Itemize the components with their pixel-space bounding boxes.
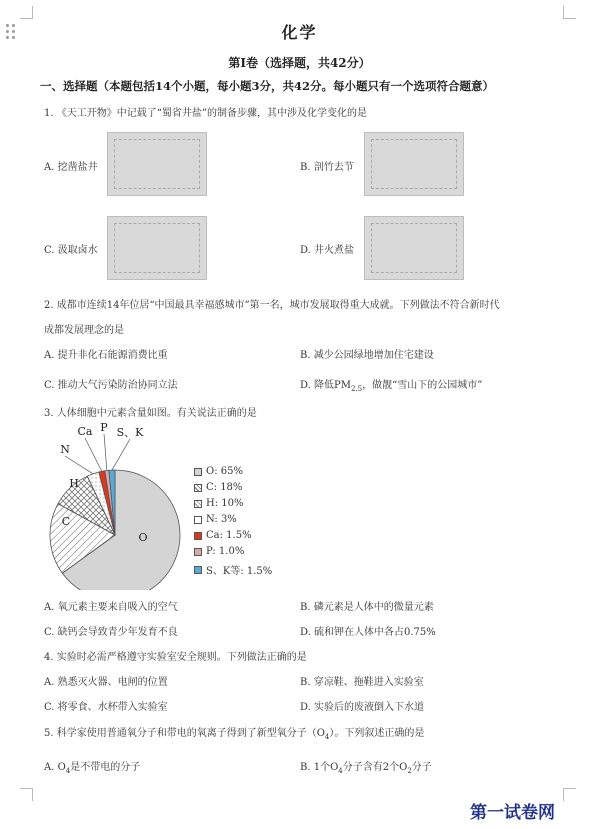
q5-option-a: A. $O_4$是不带电的分子 xyxy=(44,762,141,775)
legend-swatch xyxy=(194,468,202,476)
legend-item-p: P: 1.0% xyxy=(194,546,244,557)
q1-option-c: C. 汲取卤水 xyxy=(44,245,98,256)
question-1-stem: 1. 《天工开物》中记载了“蜀省井盐”的制备步骤，其中涉及化学变化的是 xyxy=(44,108,367,119)
pie-label: N xyxy=(60,443,70,456)
q1-option-b-image xyxy=(364,132,464,196)
q1-option-c-image xyxy=(107,216,207,280)
crop-mark-bottom-left xyxy=(20,788,33,801)
pie-leader-line xyxy=(85,438,102,471)
pie-label: P xyxy=(100,421,108,434)
element-pie-chart xyxy=(30,420,200,590)
q4-option-d: D. 实验后的废液倒入下水道 xyxy=(300,702,425,713)
q2-option-b: B. 减少公园绿地增加住宅建设 xyxy=(300,350,434,361)
q1-option-a-image xyxy=(107,132,207,196)
legend-item-c: C: 18% xyxy=(194,482,242,493)
q4-option-b: B. 穿凉鞋、拖鞋进入实验室 xyxy=(300,677,424,688)
page-title: 化学 xyxy=(281,23,318,42)
pie-label: C xyxy=(61,515,71,528)
site-watermark: 第一试卷网 xyxy=(470,803,555,823)
legend-swatch xyxy=(194,516,202,524)
q1-option-d: D. 井火煮盐 xyxy=(300,245,355,256)
legend-item-ca: Ca: 1.5% xyxy=(194,530,252,541)
legend-item-o: O: 65% xyxy=(194,466,243,477)
crop-mark-top-right xyxy=(563,6,576,19)
q4-option-a: A. 熟悉灭火器、电闸的位置 xyxy=(44,677,168,688)
q4-option-c: C. 将零食、水杯带入实验室 xyxy=(44,702,168,713)
q1-option-b: B. 剖竹去节 xyxy=(300,162,354,173)
q5-option-b: B. 1个$O_4$分子含有2个$O_2$分子 xyxy=(300,762,432,775)
q3-option-b: B. 磷元素是人体中的微量元素 xyxy=(300,602,434,613)
legend-item-s-k: S、K等: 1.5% xyxy=(194,562,272,577)
legend-item-h: H: 10% xyxy=(194,498,244,509)
q3-option-d: D. 硫和钾在人体中各占0.75% xyxy=(300,627,436,638)
pie-label: S、K xyxy=(116,426,144,439)
pie-leader-line xyxy=(104,434,107,471)
question-4-stem: 4. 实验时必需严格遵守实验室安全规则。下列做法正确的是 xyxy=(44,652,307,663)
q3-option-c: C. 缺钙会导致青少年发育不良 xyxy=(44,627,178,638)
legend-swatch xyxy=(194,566,202,574)
legend-swatch xyxy=(194,484,202,492)
q3-option-a: A. 氧元素主要来自吸入的空气 xyxy=(44,602,178,613)
pie-label: O xyxy=(138,531,148,544)
q2-option-a: A. 提升非化石能源消费比重 xyxy=(44,350,168,361)
pie-label: H xyxy=(69,477,79,490)
part-title: 一、选择题（本题包括14个小题，每小题3分，共42分。每小题只有一个选项符合题意） xyxy=(40,79,495,93)
q2-option-c: C. 推动大气污染防治协同立法 xyxy=(44,380,178,391)
pie-leader-line xyxy=(65,456,93,474)
pie-label: Ca xyxy=(77,425,93,438)
pie-leader-line xyxy=(112,439,130,470)
question-2-stem-line1: 2. 成都市连续14年位居“中国最具幸福感城市”第一名，城市发展取得重大成就。下列做法不符合新时代 xyxy=(44,300,500,311)
crop-mark-top-left xyxy=(20,6,33,19)
legend-swatch xyxy=(194,500,202,508)
legend-swatch xyxy=(194,548,202,556)
q2-option-d: D. 降低$PM_{2.5}$，做靓“雪山下的公园城市” xyxy=(300,380,483,393)
legend-item-n: N: 3% xyxy=(194,514,237,525)
crop-mark-bottom-right xyxy=(563,788,576,801)
q1-option-d-image xyxy=(364,216,464,280)
question-3-stem: 3. 人体细胞中元素含量如图。有关说法正确的是 xyxy=(44,408,257,419)
legend-swatch xyxy=(194,532,202,540)
question-2-stem-line2: 成都发展理念的是 xyxy=(44,325,124,336)
section-title: 第I卷（选择题，共42分） xyxy=(228,56,371,70)
question-5-stem: 5. 科学家使用普通氧分子和带电的氧离子得到了新型氧分子$(O_4)$。下列叙述正确的是 xyxy=(44,728,425,741)
q1-option-a: A. 挖凿盐井 xyxy=(44,162,98,173)
